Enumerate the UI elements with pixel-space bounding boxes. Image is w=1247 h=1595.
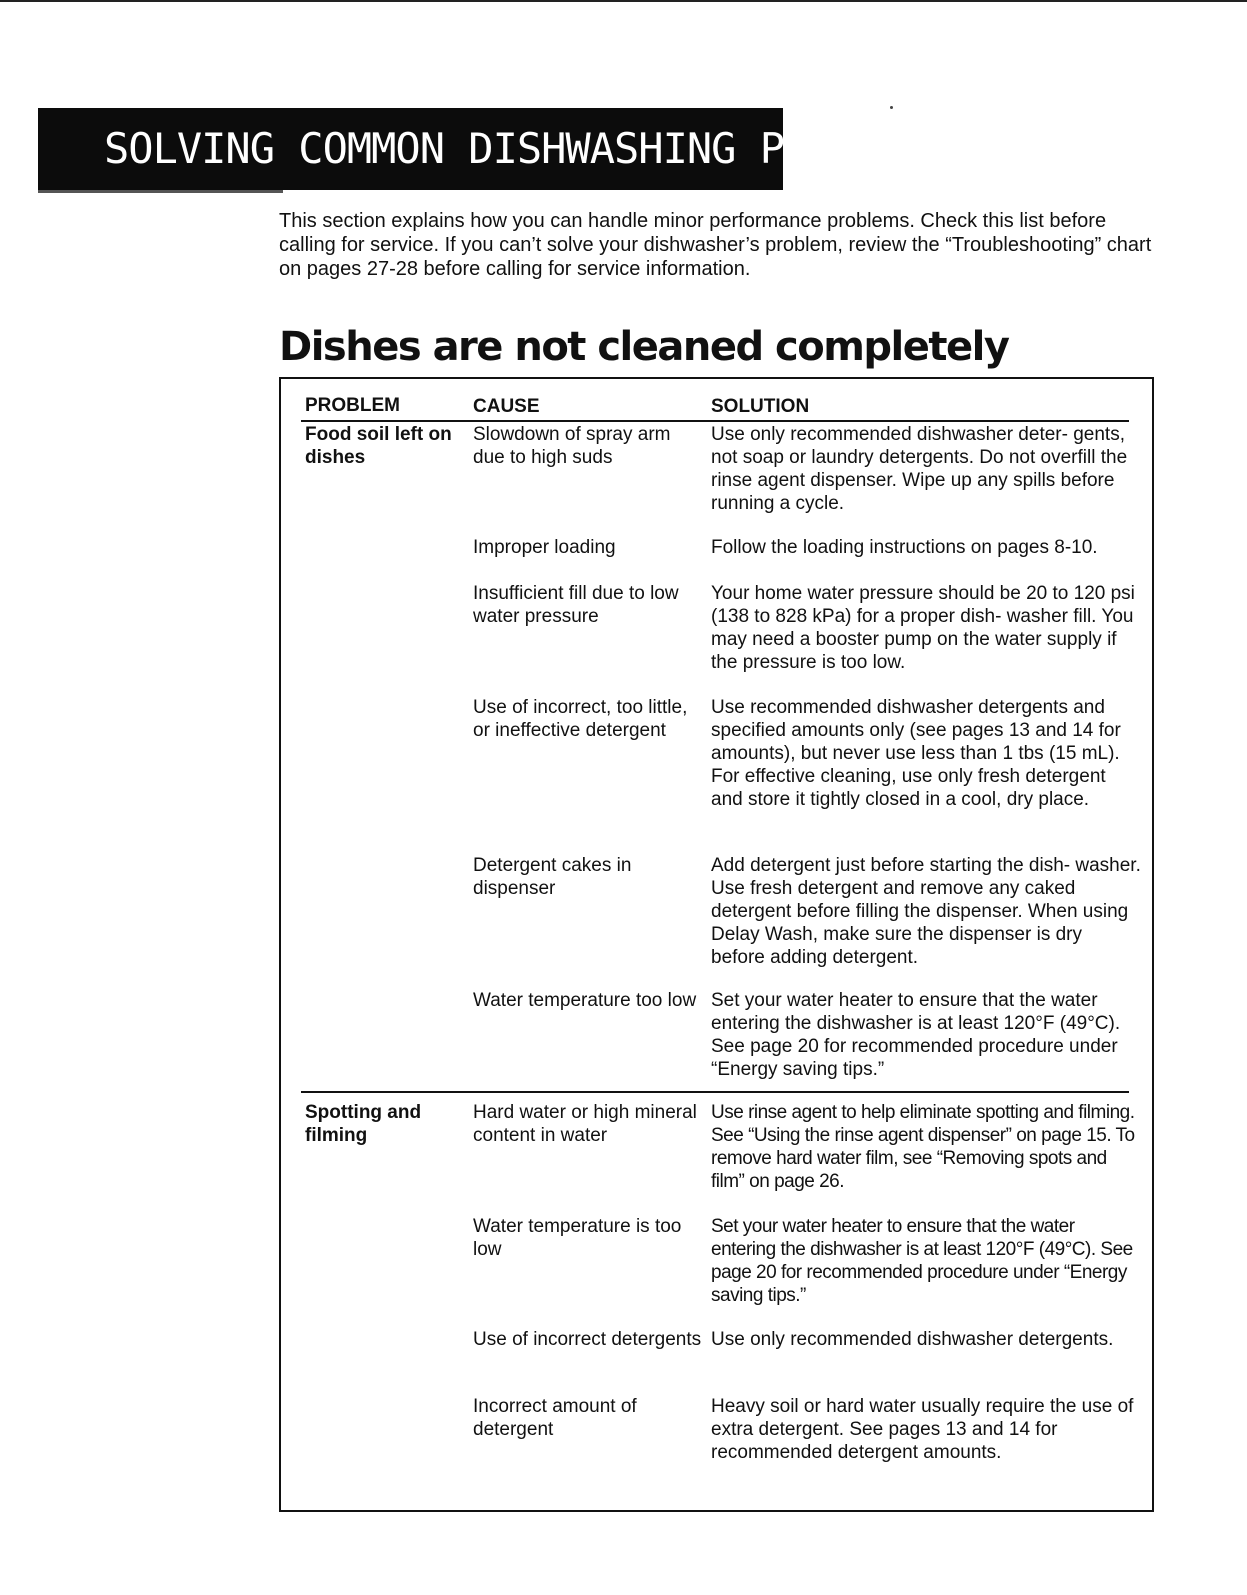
problem-spotting-filming: Spotting and filming bbox=[305, 1102, 422, 1146]
solution-cell: Use only recommended dishwasher detergents. bbox=[711, 1329, 1114, 1350]
cause-cell: Detergent cakes in dispenser bbox=[473, 855, 632, 899]
cause-cell: Insufficient fill due to low water pressure bbox=[473, 583, 679, 627]
solution-cell: Your home water pressure should be 20 to 120 psi (138 to 828 kPa) for a proper dish- washer fill. You may need a booster pump on the water supply if the pressure is too low. bbox=[711, 583, 1135, 673]
cause-cell: Use of incorrect, too little, or ineffective detergent bbox=[473, 697, 688, 741]
section-banner: SOLVING COMMON DISHWASHING PROBLEMS bbox=[38, 108, 783, 190]
cause-cell: Incorrect amount of detergent bbox=[473, 1396, 637, 1440]
solution-cell: Set your water heater to ensure that the water entering the dishwasher is at least 120°F (49°C). See page 20 for recommended procedure under “Energy saving tips.” bbox=[711, 990, 1121, 1080]
top-rule bbox=[0, 0, 1247, 2]
solution-cell: Set your water heater to ensure that the water entering the dishwasher is at least 120°F (49°C). See page 20 for recommended procedure under “Energy saving tips.” bbox=[711, 1216, 1133, 1306]
solution-cell: Use only recommended dishwasher deter- gents, not soap or laundry detergents. Do not overfill the rinse agent dispenser. Wipe up any spills before running a cycle. bbox=[711, 424, 1128, 514]
header-solution: SOLUTION bbox=[711, 396, 810, 417]
cause-cell: Hard water or high mineral content in water bbox=[473, 1102, 697, 1146]
solution-cell: Use rinse agent to help eliminate spotting and filming. See “Using the rinse agent dispenser” on page 15. To remove hard water film, see “Removing spots and film” on page 26. bbox=[711, 1102, 1135, 1192]
solution-cell: Add detergent just before starting the dish- washer. Use fresh detergent and remove any caked detergent before filling the dispenser. When using Delay Wash, make sure the dispenser is dry before adding detergent. bbox=[711, 855, 1141, 968]
problem-food-soil: Food soil left on dishes bbox=[305, 424, 452, 468]
cause-cell: Water temperature is too low bbox=[473, 1216, 682, 1260]
solution-cell: Follow the loading instructions on pages 8-10. bbox=[711, 537, 1098, 558]
intro-paragraph: This section explains how you can handle minor performance problems. Check this list before calling for service. If you can’t solve your dishwasher’s problem, review the “Troubleshooting” chart on pages 27-28 before calling for service information. bbox=[279, 210, 1152, 280]
header-problem: PROBLEM bbox=[305, 395, 400, 416]
section-heading: Dishes are not cleaned completely bbox=[279, 324, 1009, 370]
banner-underline bbox=[38, 190, 283, 193]
speck bbox=[890, 106, 893, 109]
solution-cell: Heavy soil or hard water usually require the use of extra detergent. See pages 13 and 14 for recommended detergent amounts. bbox=[711, 1396, 1134, 1463]
cause-cell: Water temperature too low bbox=[473, 990, 697, 1011]
header-cause: CAUSE bbox=[473, 396, 540, 417]
troubleshooting-table bbox=[279, 377, 1154, 1512]
cause-cell: Slowdown of spray arm due to high suds bbox=[473, 424, 671, 468]
cause-cell: Improper loading bbox=[473, 537, 616, 558]
group-rule bbox=[301, 1091, 1129, 1093]
header-rule bbox=[301, 420, 1129, 422]
cause-cell: Use of incorrect detergents bbox=[473, 1329, 702, 1350]
solution-cell: Use recommended dishwasher detergents and specified amounts only (see pages 13 and 14 for amounts), but never use less than 1 tbs (15 mL). For effective cleaning, use only fresh detergent and store it tightly closed in a cool, dry place. bbox=[711, 697, 1121, 810]
